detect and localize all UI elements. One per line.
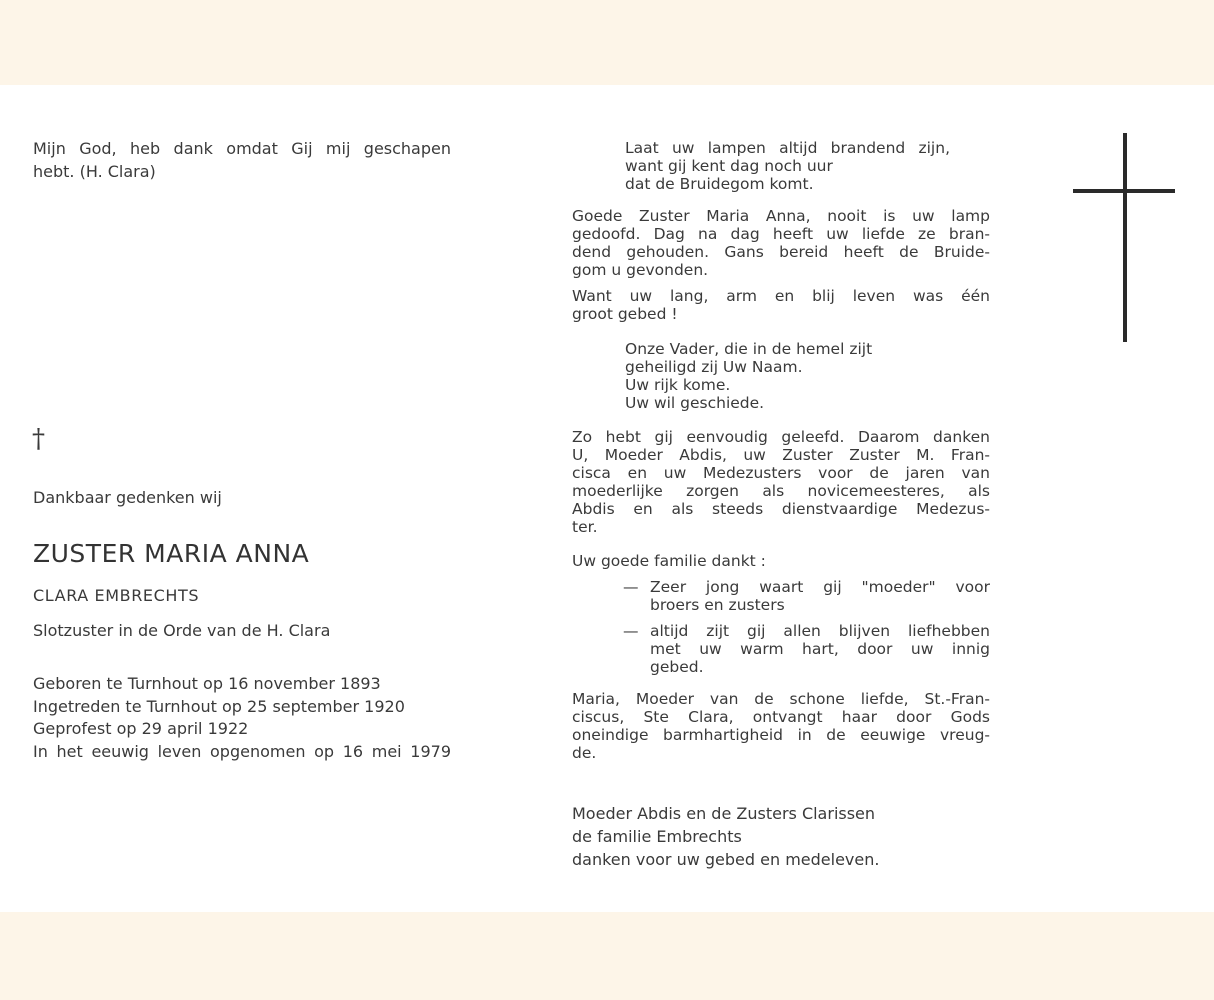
remember-line: Dankbaar gedenken wij (33, 488, 222, 507)
closing-signature: Moeder Abdis en de Zusters Clarissen de familie Embrechts danken voor uw gebed en medeleven. (572, 804, 880, 869)
dash-marker: — (623, 578, 639, 596)
entry-date: Ingetreden te Turnhout op 25 september 1920 (33, 696, 405, 716)
dash-marker: — (623, 622, 639, 640)
paragraph-thanks: Zo hebt gij eenvoudig geleefd. Daarom danken U, Moeder Abdis, uw Zuster Zuster M. Fran- cisca en uw Medezusters voor de jaren van moederlijke zorgen als novicemeesteres, als Abdis en als steeds dienstvaardige Medezus- ter. (572, 428, 990, 536)
birth-date: Geboren te Turnhout op 16 november 1893 (33, 674, 381, 693)
life-dates (33, 673, 453, 763)
order-line: Slotzuster in de Orde van de H. Clara (33, 621, 331, 640)
cross-icon (1123, 133, 1127, 342)
profession-date: Geprofest op 29 april 1922 (33, 719, 249, 738)
verse-prayer: Onze Vader, die in de hemel zijt geheiligd zij Uw Naam. Uw rijk kome. Uw wil geschiede. (625, 340, 873, 412)
civil-name: CLARA EMBRECHTS (33, 586, 200, 605)
family-intro: Uw goede familie dankt : (572, 552, 766, 570)
death-date: In het eeuwig leven opgenomen op 16 mei 1979 (33, 741, 451, 761)
verse-lamps: Laat uw lampen altijd brandend zijn, want gij kent dag noch uur dat de Bruidegom komt. (625, 139, 950, 193)
family-item: Zeer jong waart gij "moeder" voor broers en zusters (650, 578, 990, 614)
paragraph-lamp: Goede Zuster Maria Anna, nooit is uw lamp gedoofd. Dag na dag heeft uw liefde ze bran- dend gehouden. Gans bereid heeft de Bruide- gom u gevonden. (572, 207, 990, 279)
paragraph-life: Want uw lang, arm en blij leven was één groot gebed ! (572, 287, 990, 323)
paragraph-maria: Maria, Moeder van de schone liefde, St.-Fran- ciscus, Ste Clara, ontvangt haar door Gods oneindige barmhartigheid in de eeuwige vreug- de. (572, 690, 990, 762)
dagger-symbol: † (32, 424, 45, 454)
family-item: altijd zijt gij allen blijven liefhebben met uw warm hart, door uw innig gebed. (650, 622, 990, 676)
opening-quote: Mijn God, heb dank omdat Gij mij geschapen hebt. (H. Clara) (33, 139, 451, 181)
deceased-name: ZUSTER MARIA ANNA (33, 539, 310, 568)
cross-icon (1073, 189, 1175, 193)
